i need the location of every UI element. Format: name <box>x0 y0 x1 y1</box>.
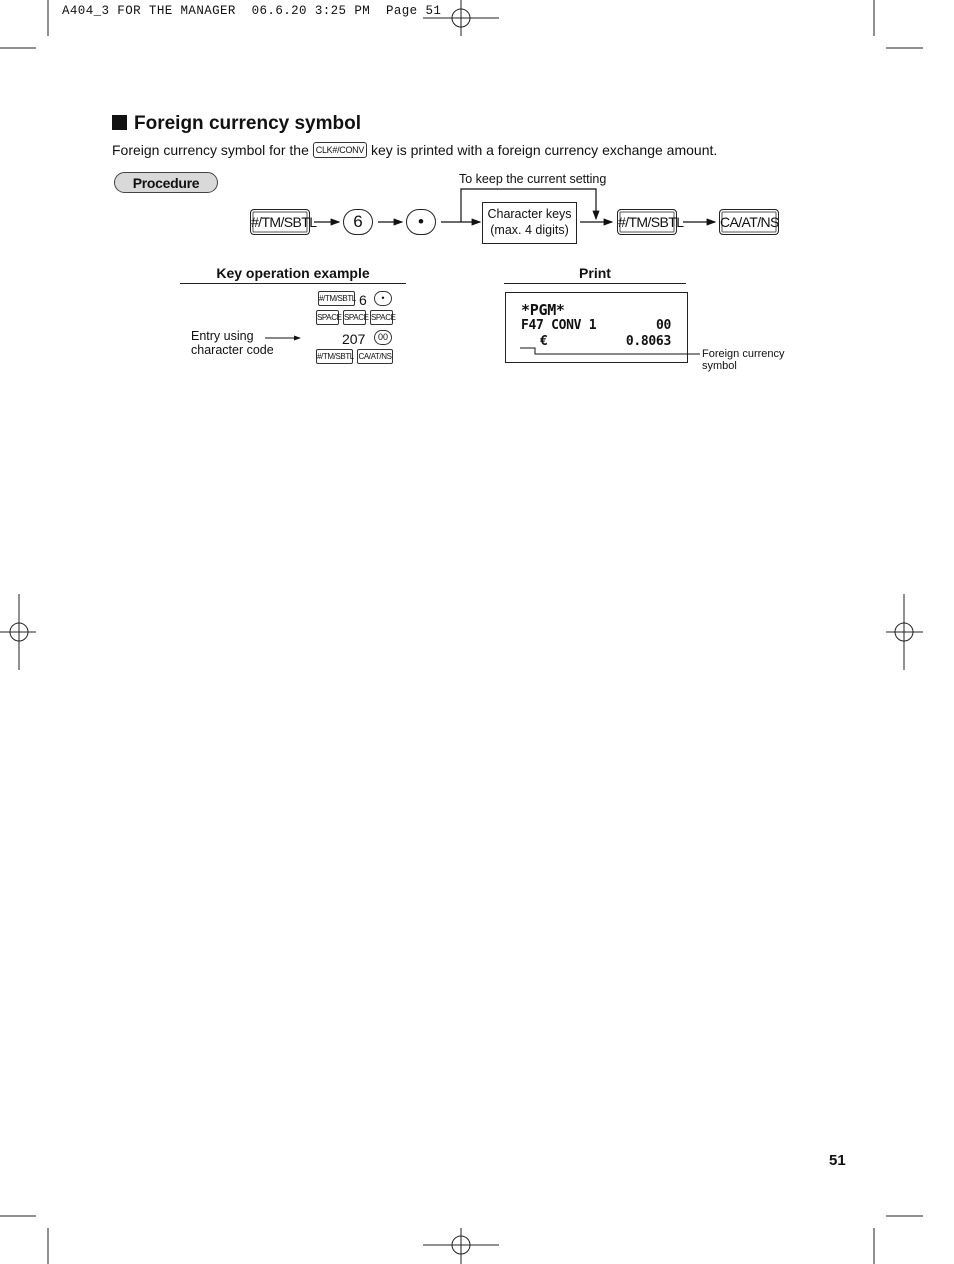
clk-conv-key: CLK#/CONV <box>313 142 367 158</box>
page-number: 51 <box>829 1152 846 1169</box>
space-key-2: SPACE <box>343 310 366 325</box>
mini-six: 6 <box>359 292 367 308</box>
ca-at-ns-key: CA/AT/NS <box>719 209 779 235</box>
char-code-207: 207 <box>342 331 366 347</box>
receipt-line3-right: 0.8063 <box>625 334 671 349</box>
mini-tm-sbtl-key: #/TM/SBTL <box>318 291 355 306</box>
section-title-text: Foreign currency symbol <box>134 113 362 134</box>
keep-setting-note: To keep the current setting <box>459 172 607 186</box>
entry-note-line2: character code <box>191 343 274 357</box>
mini-tm-sbtl-key-2: #/TM/SBTL <box>316 349 353 364</box>
char-box-line1: Character keys <box>487 207 572 221</box>
callout-line2: symbol <box>702 360 737 372</box>
receipt-line3-left: € <box>540 334 548 349</box>
callout-line1: Foreign currency <box>702 348 785 360</box>
tm-sbtl-key: #/TM/SBTL <box>250 209 310 235</box>
tm-sbtl-key-2: #/TM/SBTL <box>617 209 677 235</box>
dot-key: • <box>406 209 436 235</box>
intro-before: Foreign currency symbol for the <box>112 142 309 158</box>
space-key-3: SPACE <box>370 310 393 325</box>
six-key: 6 <box>343 209 373 235</box>
callout-text <box>702 348 785 372</box>
char-box-line2: (max. 4 digits) <box>490 223 569 237</box>
receipt-line2-left: F47 CONV 1 <box>521 318 597 333</box>
mini-dot-key: • <box>374 291 392 306</box>
receipt-line1: *PGM* <box>521 301 565 319</box>
receipt-line2-right: 00 <box>655 318 671 333</box>
mini-ca-at-ns-key: CA/AT/NS <box>357 349 393 364</box>
space-key-1: SPACE <box>316 310 339 325</box>
print-heading: Print <box>579 265 611 281</box>
intro-after: key is printed with a foreign currency exchange amount. <box>370 142 718 158</box>
key-example-heading: Key operation example <box>216 265 370 281</box>
entry-note-line1: Entry using <box>191 329 254 343</box>
print-header: A404_3 FOR THE MANAGER 06.6.20 3:25 PM Page 51 <box>62 4 442 18</box>
double-zero-key: 00 <box>374 330 392 345</box>
procedure-label: Procedure <box>114 172 218 193</box>
